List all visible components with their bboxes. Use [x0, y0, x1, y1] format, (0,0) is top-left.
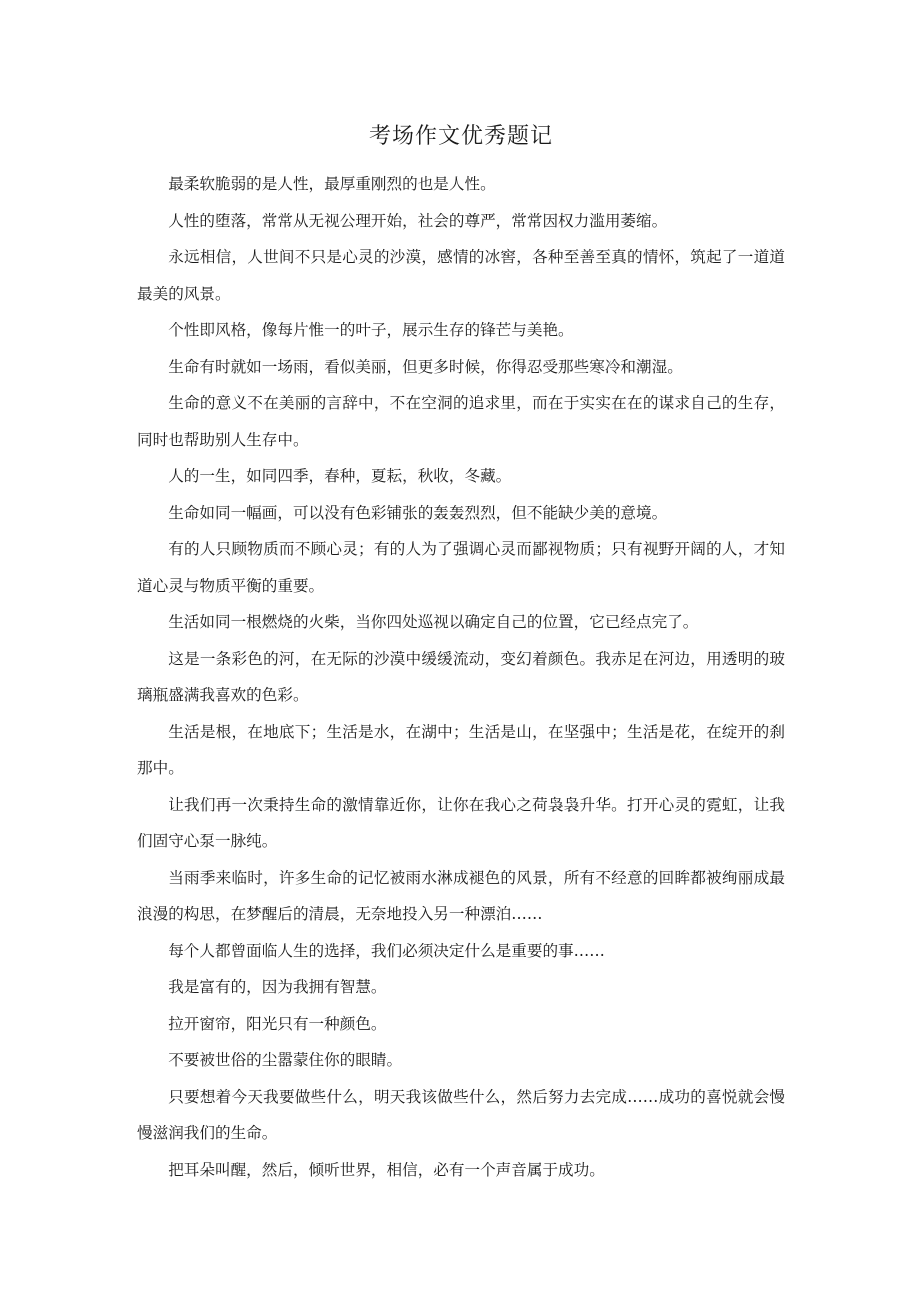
- document-page: [137, 118, 785, 1188]
- paragraph: 这是一条彩色的河，在无际的沙漠中缓缓流动，变幻着颜色。我赤足在河边，用透明的玻璃瓶盛满我喜欢的色彩。: [137, 649, 785, 704]
- paragraph: 生命有时就如一场雨，看似美丽，但更多时候，你得忍受那些寒冷和潮湿。: [168, 357, 683, 376]
- paragraph: 最柔软脆弱的是人性，最厚重刚烈的也是人性。: [168, 175, 496, 193]
- paragraph: 生活如同一根燃烧的火柴，当你四处巡视以确定自己的位置，它已经点完了。: [168, 613, 699, 631]
- document-title: 考场作文优秀题记: [368, 124, 553, 149]
- paragraph: 只要想着今天我要做些什么，明天我该做些什么，然后努力去完成……成功的喜悦就会慢慢滋润我们的生命。: [137, 1087, 785, 1142]
- paragraph: 生命如同一幅画，可以没有色彩铺张的轰轰烈烈，但不能缺少美的意境。: [168, 503, 668, 522]
- paragraph: 生活是根，在地底下；生活是水，在湖中；生活是山，在坚强中；生活是花，在绽开的刹那中。: [137, 722, 785, 777]
- paragraph: 我是富有的，因为我拥有智慧。: [168, 978, 387, 996]
- paragraph: 拉开窗帘，阳光只有一种颜色。: [168, 1014, 387, 1033]
- paragraph: 人性的堕落，常常从无视公理开始，社会的尊严，常常因权力滥用萎缩。: [168, 211, 668, 230]
- paragraph: 把耳朵叫醒，然后，倾听世界，相信，必有一个声音属于成功。: [168, 1160, 605, 1179]
- paragraph: 每个人都曾面临人生的选择，我们必须决定什么是重要的事……: [168, 941, 605, 960]
- paragraph: 有的人只顾物质而不顾心灵；有的人为了强调心灵而鄙视物质；只有视野开阔的人，才知道心灵与物质平衡的重要。: [137, 540, 785, 595]
- paragraph: 当雨季来临时，许多生命的记忆被雨水淋成褪色的风景，所有不经意的回眸都被绚丽成最浪漫的构思，在梦醒后的清晨，无奈地投入另一种漂泊……: [137, 868, 785, 923]
- paragraph: 生命的意义不在美丽的言辞中，不在空洞的追求里，而在于实实在在的谋求自己的生存，同时也帮助别人生存中。: [137, 394, 785, 449]
- paragraph: 让我们再一次秉持生命的激情靠近你，让你在我心之荷袅袅升华。打开心灵的霓虹，让我们固守心泵一脉纯。: [137, 795, 785, 850]
- paragraph: 个性即风格，像每片惟一的叶子，展示生存的锋芒与美艳。: [168, 321, 574, 339]
- paragraph-list: [137, 166, 785, 1188]
- paragraph: 永远相信，人世间不只是心灵的沙漠，感情的冰窖，各种至善至真的情怀，筑起了一道道最美的风景。: [137, 248, 785, 303]
- paragraph: 人的一生，如同四季，春种，夏耘，秋收，冬藏。: [168, 467, 512, 485]
- paragraph: 不要被世俗的尘嚣蒙住你的眼睛。: [168, 1051, 403, 1069]
